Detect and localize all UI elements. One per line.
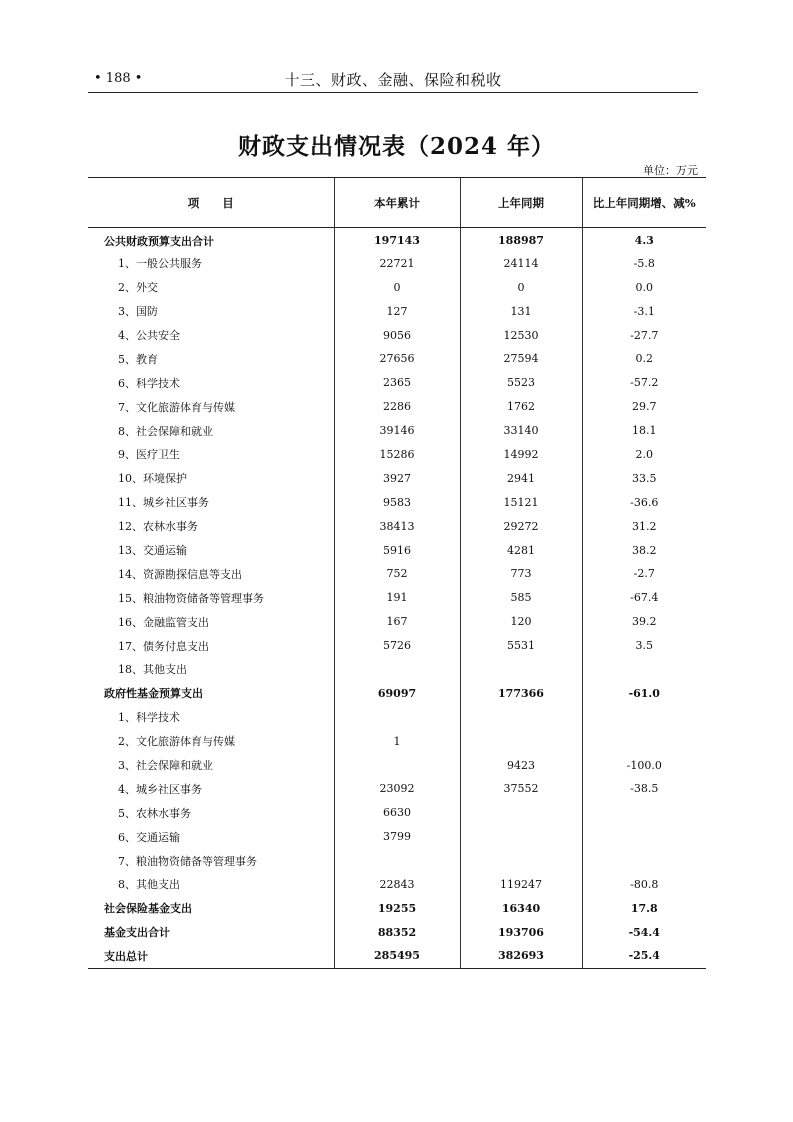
page-number: • 188 • xyxy=(94,71,143,86)
row-label: 政府性基金预算支出 xyxy=(104,687,203,701)
row-change-percent xyxy=(582,825,706,849)
row-current-value: 19255 xyxy=(334,896,460,920)
row-previous-value: 119247 xyxy=(460,873,582,897)
row-previous-value xyxy=(460,658,582,682)
table-row xyxy=(88,514,706,538)
row-change-percent: 31.2 xyxy=(582,514,706,538)
row-previous-value: 4281 xyxy=(460,538,582,562)
row-current-value: 2286 xyxy=(334,395,460,419)
row-change-percent: -80.8 xyxy=(582,873,706,897)
row-current-value: 5916 xyxy=(334,538,460,562)
column-header-item: 项 目 xyxy=(88,178,334,228)
row-label: 1、科学技术 xyxy=(118,711,180,725)
row-current-value: 39146 xyxy=(334,419,460,443)
row-change-percent xyxy=(582,849,706,873)
table-row xyxy=(88,443,706,467)
table-row xyxy=(88,371,706,395)
row-label: 9、医疗卫生 xyxy=(118,448,180,462)
expenditure-table xyxy=(88,177,706,969)
row-previous-value: 585 xyxy=(460,586,582,610)
row-previous-value: 37552 xyxy=(460,777,582,801)
row-change-percent: -38.5 xyxy=(582,777,706,801)
row-previous-value: 188987 xyxy=(460,228,582,252)
row-previous-value: 0 xyxy=(460,275,582,299)
table-body xyxy=(88,228,706,969)
table-row xyxy=(88,873,706,897)
row-previous-value: 1762 xyxy=(460,395,582,419)
row-label: 3、国防 xyxy=(118,305,158,319)
row-previous-value: 29272 xyxy=(460,514,582,538)
table-row xyxy=(88,920,706,944)
row-previous-value: 131 xyxy=(460,299,582,323)
row-change-percent: 29.7 xyxy=(582,395,706,419)
row-change-percent: -5.8 xyxy=(582,251,706,275)
document-title: 财政支出情况表（2024 年） xyxy=(237,133,556,160)
row-current-value: 9583 xyxy=(334,490,460,514)
row-previous-value: 15121 xyxy=(460,490,582,514)
row-current-value: 69097 xyxy=(334,681,460,705)
row-change-percent xyxy=(582,705,706,729)
table-row xyxy=(88,419,706,443)
row-label: 2、外交 xyxy=(118,281,158,295)
row-current-value: 88352 xyxy=(334,920,460,944)
row-label: 8、其他支出 xyxy=(118,878,180,892)
row-label: 14、资源勘探信息等支出 xyxy=(118,567,242,581)
row-label: 基金支出合计 xyxy=(104,926,170,940)
row-change-percent: 0.0 xyxy=(582,275,706,299)
row-change-percent: -25.4 xyxy=(582,944,706,968)
row-label: 16、金融监管支出 xyxy=(118,615,209,629)
table-row xyxy=(88,466,706,490)
row-current-value: 15286 xyxy=(334,443,460,467)
table-row xyxy=(88,944,706,968)
table-row xyxy=(88,705,706,729)
table-row xyxy=(88,251,706,275)
table-row xyxy=(88,777,706,801)
row-label: 6、交通运输 xyxy=(118,830,180,844)
row-label: 12、农林水事务 xyxy=(118,520,198,534)
row-previous-value: 24114 xyxy=(460,251,582,275)
row-label: 2、文化旅游体育与传媒 xyxy=(118,735,235,749)
row-label: 1、一般公共服务 xyxy=(118,257,202,271)
table-row xyxy=(88,849,706,873)
row-previous-value: 2941 xyxy=(460,466,582,490)
unit-label: 单位：万元 xyxy=(643,164,698,177)
row-current-value: 6630 xyxy=(334,801,460,825)
row-change-percent: -61.0 xyxy=(582,681,706,705)
table-row xyxy=(88,323,706,347)
table-row xyxy=(88,753,706,777)
column-header-previous: 上年同期 xyxy=(460,178,582,228)
row-change-percent xyxy=(582,729,706,753)
table-row xyxy=(88,586,706,610)
row-previous-value: 33140 xyxy=(460,419,582,443)
row-previous-value: 12530 xyxy=(460,323,582,347)
row-previous-value: 773 xyxy=(460,562,582,586)
row-current-value: 1 xyxy=(334,729,460,753)
table-row xyxy=(88,634,706,658)
column-header-change: 比上年同期增、减% xyxy=(582,178,706,228)
row-label: 4、城乡社区事务 xyxy=(118,782,202,796)
row-current-value: 9056 xyxy=(334,323,460,347)
row-current-value: 27656 xyxy=(334,347,460,371)
row-previous-value xyxy=(460,849,582,873)
row-change-percent: 4.3 xyxy=(582,228,706,252)
row-current-value: 2365 xyxy=(334,371,460,395)
row-label: 18、其他支出 xyxy=(118,663,187,677)
row-change-percent: -27.7 xyxy=(582,323,706,347)
row-label: 3、社会保障和就业 xyxy=(118,759,213,773)
row-label: 5、教育 xyxy=(118,352,158,366)
row-current-value xyxy=(334,705,460,729)
row-previous-value xyxy=(460,705,582,729)
row-current-value: 285495 xyxy=(334,944,460,968)
row-label: 公共财政预算支出合计 xyxy=(104,234,214,248)
row-current-value: 23092 xyxy=(334,777,460,801)
table-row xyxy=(88,347,706,371)
table-row xyxy=(88,395,706,419)
row-change-percent: -2.7 xyxy=(582,562,706,586)
table-row xyxy=(88,228,706,252)
row-current-value: 167 xyxy=(334,610,460,634)
table-row xyxy=(88,896,706,920)
table-row xyxy=(88,490,706,514)
row-previous-value xyxy=(460,825,582,849)
row-current-value xyxy=(334,753,460,777)
row-previous-value: 177366 xyxy=(460,681,582,705)
row-current-value: 197143 xyxy=(334,228,460,252)
row-previous-value: 27594 xyxy=(460,347,582,371)
row-change-percent xyxy=(582,801,706,825)
row-current-value: 127 xyxy=(334,299,460,323)
table-row xyxy=(88,610,706,634)
row-current-value: 0 xyxy=(334,275,460,299)
row-change-percent: 18.1 xyxy=(582,419,706,443)
row-label: 6、科学技术 xyxy=(118,376,180,390)
row-previous-value: 193706 xyxy=(460,920,582,944)
row-previous-value: 9423 xyxy=(460,753,582,777)
row-label: 11、城乡社区事务 xyxy=(118,496,209,510)
table-row xyxy=(88,681,706,705)
row-previous-value: 5523 xyxy=(460,371,582,395)
row-current-value: 191 xyxy=(334,586,460,610)
row-change-percent: -67.4 xyxy=(582,586,706,610)
row-previous-value: 16340 xyxy=(460,896,582,920)
row-current-value xyxy=(334,658,460,682)
row-previous-value: 382693 xyxy=(460,944,582,968)
row-change-percent xyxy=(582,658,706,682)
row-previous-value: 120 xyxy=(460,610,582,634)
row-label: 13、交通运输 xyxy=(118,544,187,558)
row-change-percent: 39.2 xyxy=(582,610,706,634)
row-label: 17、债务付息支出 xyxy=(118,639,209,653)
row-change-percent: 33.5 xyxy=(582,466,706,490)
chapter-title: 十三、财政、金融、保险和税收 xyxy=(284,71,502,89)
row-label: 7、文化旅游体育与传媒 xyxy=(118,400,235,414)
row-current-value: 3799 xyxy=(334,825,460,849)
table-row xyxy=(88,299,706,323)
row-current-value: 38413 xyxy=(334,514,460,538)
row-current-value: 5726 xyxy=(334,634,460,658)
row-label: 4、公共安全 xyxy=(118,329,180,342)
column-header-current: 本年累计 xyxy=(334,178,460,228)
row-change-percent: -54.4 xyxy=(582,920,706,944)
table-row xyxy=(88,801,706,825)
row-label: 15、粮油物资储备等管理事务 xyxy=(118,591,264,605)
row-label: 5、农林水事务 xyxy=(118,806,191,820)
row-change-percent: 2.0 xyxy=(582,443,706,467)
row-previous-value xyxy=(460,729,582,753)
row-previous-value: 14992 xyxy=(460,443,582,467)
row-current-value: 22721 xyxy=(334,251,460,275)
row-change-percent: -57.2 xyxy=(582,371,706,395)
table-header-row xyxy=(88,178,706,228)
row-current-value: 752 xyxy=(334,562,460,586)
row-previous-value: 5531 xyxy=(460,634,582,658)
row-current-value: 22843 xyxy=(334,873,460,897)
row-label: 社会保险基金支出 xyxy=(104,902,192,916)
table-row xyxy=(88,729,706,753)
row-change-percent: 3.5 xyxy=(582,634,706,658)
table-row xyxy=(88,562,706,586)
row-change-percent: -3.1 xyxy=(582,299,706,323)
table-row xyxy=(88,275,706,299)
row-label: 7、粮油物资储备等管理事务 xyxy=(118,854,257,868)
row-change-percent: 38.2 xyxy=(582,538,706,562)
table-row xyxy=(88,658,706,682)
row-label: 8、社会保障和就业 xyxy=(118,424,213,438)
page-header xyxy=(88,68,698,93)
row-previous-value xyxy=(460,801,582,825)
row-change-percent: 0.2 xyxy=(582,347,706,371)
row-label: 10、环境保护 xyxy=(118,472,187,486)
row-current-value: 3927 xyxy=(334,466,460,490)
row-label: 支出总计 xyxy=(88,944,334,968)
row-current-value xyxy=(334,849,460,873)
row-change-percent: 17.8 xyxy=(582,896,706,920)
row-change-percent: -100.0 xyxy=(582,753,706,777)
table-row xyxy=(88,538,706,562)
table-row xyxy=(88,825,706,849)
row-change-percent: -36.6 xyxy=(582,490,706,514)
